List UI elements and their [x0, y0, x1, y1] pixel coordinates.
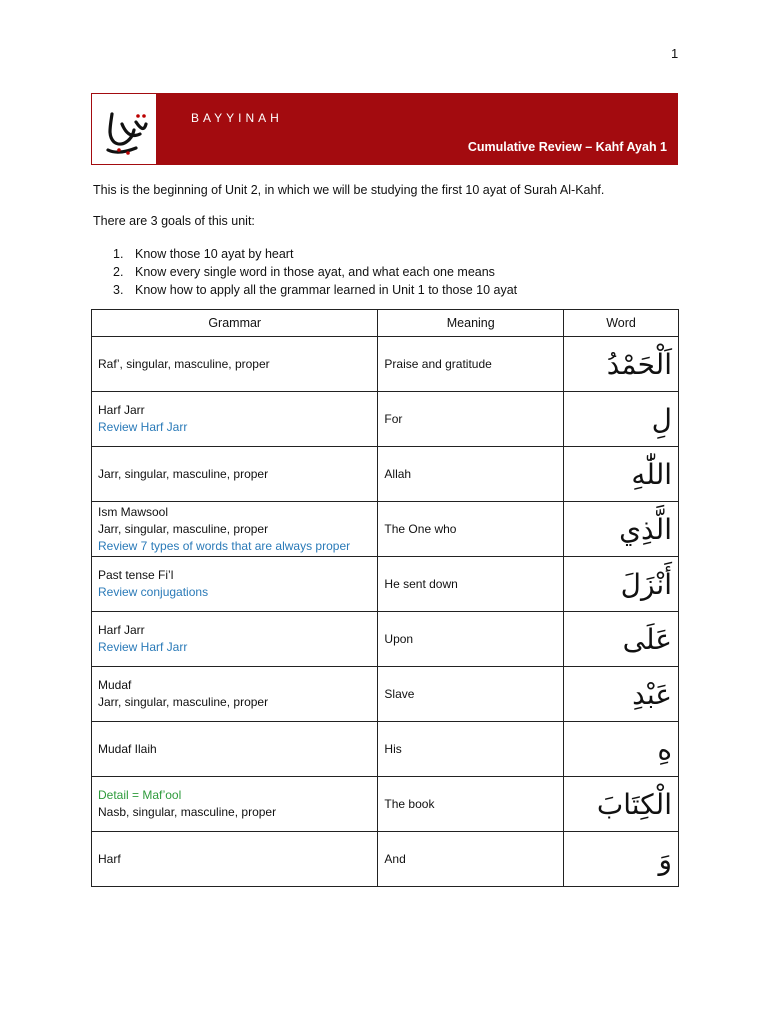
header-banner [91, 93, 678, 165]
grammar-text: Nasb, singular, masculine, proper [98, 805, 277, 819]
arabic-word-cell: عَلَى [564, 612, 679, 667]
grammar-text: Raf’, singular, masculine, proper [98, 356, 270, 371]
meaning-header: Meaning [378, 310, 564, 337]
grammar-text: Jarr, singular, masculine, proper [98, 466, 269, 481]
goals-list [93, 245, 518, 299]
table-row [92, 777, 679, 832]
table-row [92, 722, 679, 777]
meaning-cell: Allah [378, 447, 564, 502]
list-item [93, 263, 495, 281]
detail-note: Detail = Maf’ool [98, 788, 182, 802]
grammar-cell [92, 557, 378, 612]
intro-paragraph: This is the beginning of Unit 2, in which we will be studying the first 10 ayat of Surah Al-Kahf. [93, 183, 605, 197]
grammar-cell [92, 502, 378, 557]
document-title: Cumulative Review – Kahf Ayah 1 [467, 140, 667, 154]
arabic-word-cell: اللّٰهِ [564, 447, 679, 502]
meaning-cell: His [378, 722, 564, 777]
list-number: 2. [113, 265, 124, 279]
list-number: 3. [113, 283, 124, 297]
grammar-cell [92, 777, 378, 832]
grammar-text: Harf Jarr [98, 623, 145, 637]
page-number: 1 [671, 46, 679, 61]
list-number: 1. [113, 247, 124, 261]
meaning-cell: Praise and gratitude [378, 337, 564, 392]
grammar-cell [92, 612, 378, 667]
grammar-text: Mudaf [98, 678, 132, 692]
review-link[interactable]: Review 7 types of words that are always proper [98, 538, 351, 553]
table-header-row [92, 310, 679, 337]
goals-intro: There are 3 goals of this unit: [93, 214, 255, 228]
arabic-word-cell: اَلْحَمْدُ [564, 337, 679, 392]
grammar-header: Grammar [92, 310, 378, 337]
list-text: Know those 10 ayat by heart [135, 247, 294, 261]
arabic-word-cell: أَنْزَلَ [564, 557, 679, 612]
table-row [92, 557, 679, 612]
arabic-word-cell: الَّذِي [564, 502, 679, 557]
meaning-cell: He sent down [378, 557, 564, 612]
grammar-cell [92, 392, 378, 447]
list-text: Know how to apply all the grammar learned in Unit 1 to those 10 ayat [135, 283, 518, 297]
meaning-cell: Upon [378, 612, 564, 667]
arabic-word-cell: هِ [564, 722, 679, 777]
grammar-text: Harf [98, 851, 121, 866]
grammar-table [91, 309, 679, 887]
meaning-cell: The book [378, 777, 564, 832]
grammar-cell [92, 337, 378, 392]
word-header: Word [564, 310, 679, 337]
review-link[interactable]: Review conjugations [98, 585, 209, 599]
grammar-text: Ism Mawsool [98, 504, 169, 519]
table-row [92, 832, 679, 887]
table-row [92, 337, 679, 392]
grammar-text: Harf Jarr [98, 403, 145, 417]
calligraphy-logo-icon [92, 94, 156, 164]
grammar-text: Jarr, singular, masculine, proper [98, 521, 269, 536]
list-item [93, 245, 294, 263]
meaning-cell: Slave [378, 667, 564, 722]
table-row [92, 612, 679, 667]
arabic-word-cell: عَبْدِ [564, 667, 679, 722]
arabic-word-cell: وَ [564, 832, 679, 887]
grammar-text: Past tense Fi’l [98, 568, 174, 582]
table-row [92, 667, 679, 722]
grammar-text: Jarr, singular, masculine, proper [98, 695, 269, 709]
brand-name: BAYYINAH [191, 111, 283, 125]
meaning-cell: The One who [378, 502, 564, 557]
grammar-cell [92, 722, 378, 777]
list-item [93, 281, 518, 299]
arabic-word-cell: الْكِتَابَ [564, 777, 679, 832]
arabic-word-cell: لِ [564, 392, 679, 447]
list-text: Know every single word in those ayat, and what each one means [135, 265, 495, 279]
table-row [92, 502, 679, 557]
grammar-text: Mudaf Ilaih [98, 741, 157, 756]
grammar-cell [92, 832, 378, 887]
grammar-cell [92, 447, 378, 502]
meaning-cell: For [378, 392, 564, 447]
review-link[interactable]: Review Harf Jarr [98, 420, 188, 434]
review-link[interactable]: Review Harf Jarr [98, 640, 188, 654]
meaning-cell: And [378, 832, 564, 887]
bayyinah-logo [91, 93, 157, 165]
table-row [92, 392, 679, 447]
table-row [92, 447, 679, 502]
grammar-cell [92, 667, 378, 722]
